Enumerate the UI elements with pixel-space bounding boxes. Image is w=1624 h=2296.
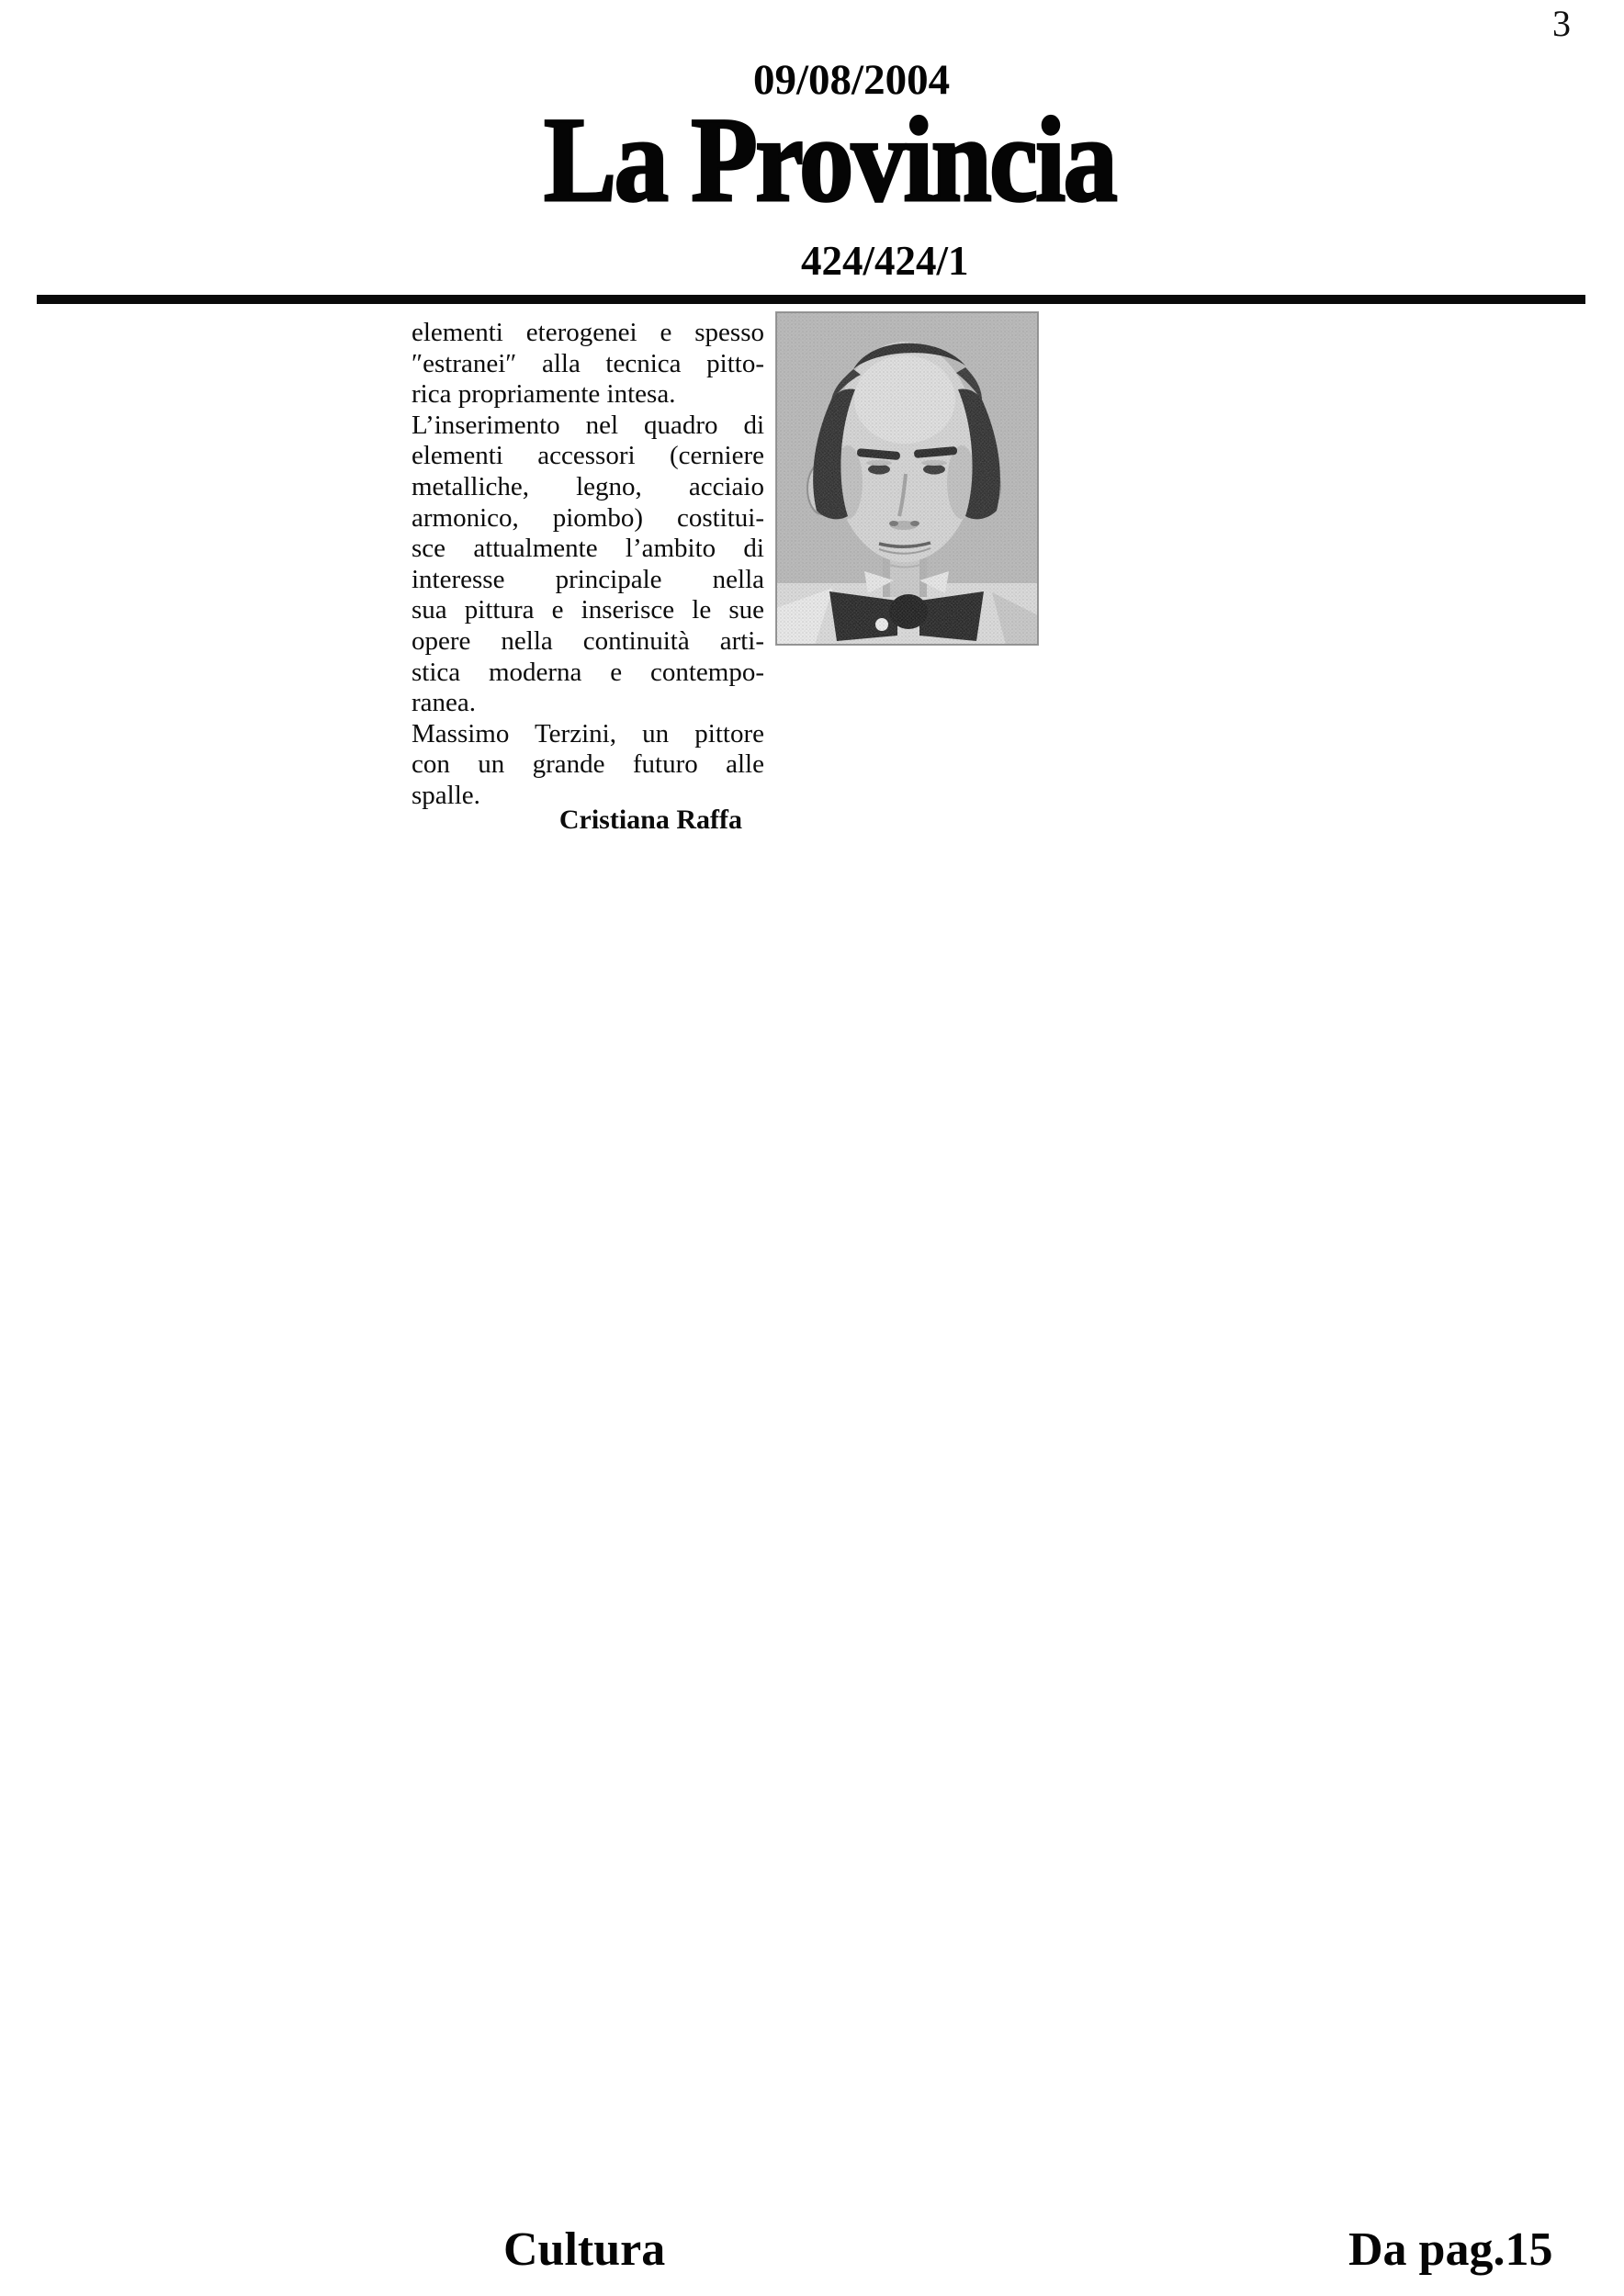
newspaper-masthead: La Provincia <box>544 92 1116 227</box>
article-line: sce attualmente l’ambito di <box>412 534 764 564</box>
page-number: 3 <box>1552 3 1571 44</box>
article-line: spalle. <box>412 780 480 810</box>
article-text-column <box>412 318 764 812</box>
footer-page-reference: Da pag.15 <box>1348 2223 1553 2276</box>
article-line: interesse principale nella <box>412 564 764 594</box>
article-line: elementi accessori (cerniere <box>412 441 764 471</box>
edition-code: 424/424/1 <box>801 238 969 284</box>
footer-section-label: Cultura <box>503 2223 666 2276</box>
article-line: armonico, piombo) costitui- <box>412 502 764 533</box>
article-line: ″estranei″ alla tecnica pitto- <box>412 348 764 378</box>
article-line: rica propriamente intesa. <box>412 379 676 410</box>
article-line: con un grande futuro alle <box>412 749 764 780</box>
article-byline: Cristiana Raffa <box>558 805 742 835</box>
article-line: Massimo Terzini, un pittore <box>412 718 764 748</box>
article-line: elementi eterogenei e spesso <box>412 318 764 347</box>
article-line: stica moderna e contempo- <box>412 657 764 687</box>
horizontal-rule <box>37 295 1585 304</box>
article-line: opere nella continuità arti- <box>412 625 764 656</box>
article-line: sua pittura e inserisce le sue <box>412 595 764 625</box>
article-line: metalliche, legno, acciaio <box>412 471 764 501</box>
halftone-portrait-illustration <box>776 312 1038 645</box>
portrait-photo <box>776 312 1038 645</box>
header-date: 09/08/2004 <box>753 56 951 104</box>
article-line: ranea. <box>412 688 477 718</box>
article-line: L’inserimento nel quadro di <box>412 410 764 440</box>
